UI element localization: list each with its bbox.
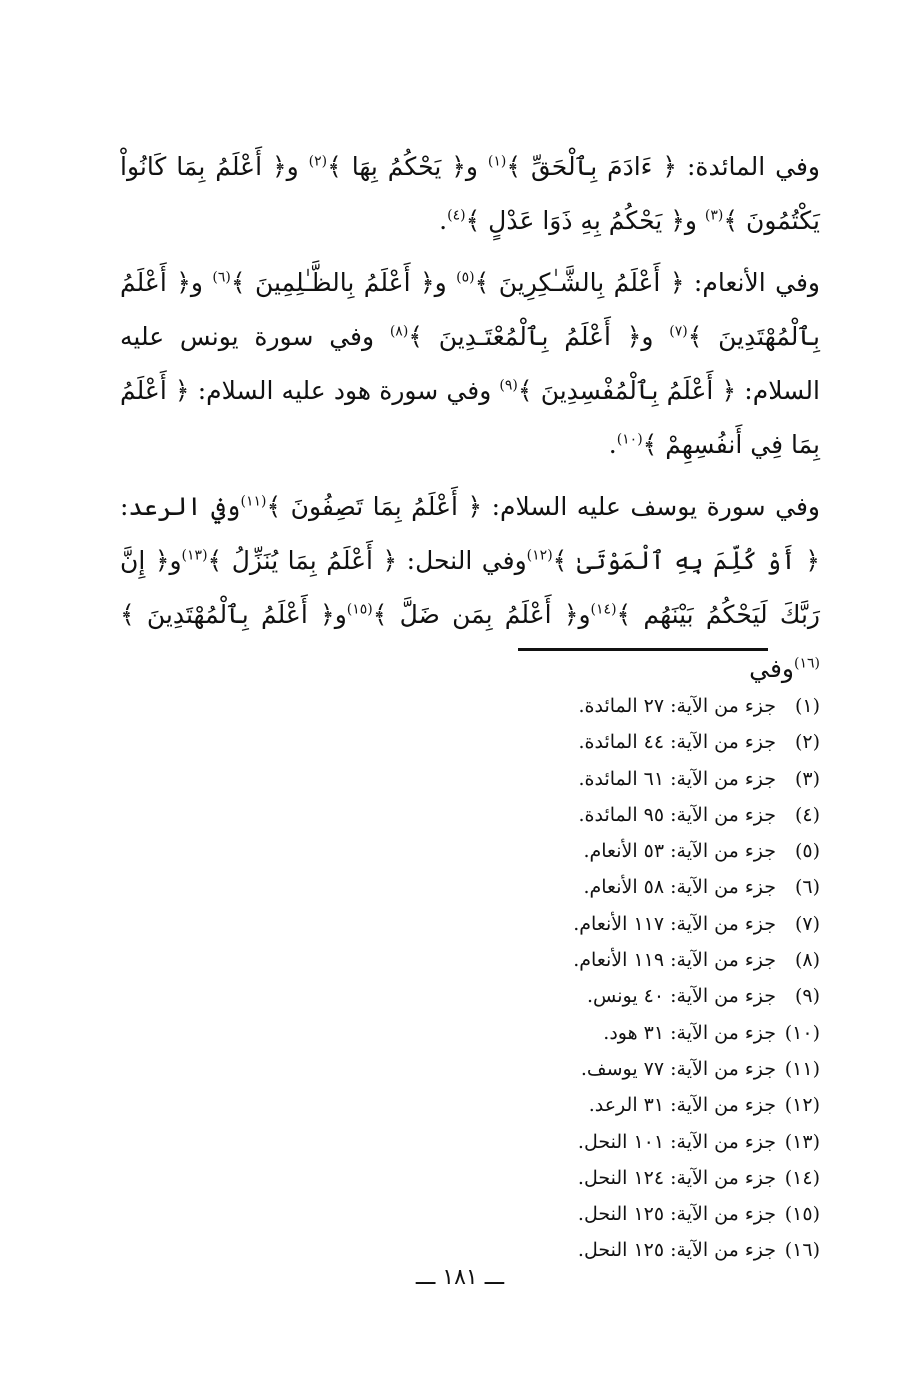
footnote-item xyxy=(430,1087,820,1123)
footnote-text: جزء من الآية: ٣١ هود. xyxy=(603,1021,776,1044)
paragraph-text: و﴿ يَحْكُمُ بِهِ ذَوَا عَدْلٍ ﴾ xyxy=(465,206,705,235)
footnote-ref[interactable]: (١٥) xyxy=(346,601,373,618)
paragraph-text: و﴿ أَعْلَمُ بِالظَّـٰلِمِينَ ﴾ xyxy=(230,268,457,297)
footnote-text: جزء من الآية: ٩٥ المائدة. xyxy=(578,803,776,826)
paragraph-text: و﴿ أَعْلَمُ بِٱلْمُهْتَدِينَ ﴾ xyxy=(120,268,820,351)
footnote-ref[interactable]: (٨) xyxy=(389,323,409,340)
footnote-separator xyxy=(518,648,768,651)
footnote-number: (٧) xyxy=(794,912,820,935)
paragraph-text: وفي سورة يوسف عليه السلام: ﴿ أَعْلَمُ بِمَا تَصِفُونَ ﴾ xyxy=(266,492,820,521)
paragraph-text: و﴿ إِنَّ رَبَّكَ لَيَحْكُمُ بَيْنَهُم ﴾ xyxy=(120,546,820,629)
footnote-text: جزء من الآية: ٦١ المائدة. xyxy=(578,767,776,790)
footnote-ref[interactable]: (٦) xyxy=(212,269,231,286)
footnote-ref[interactable]: (١٠) xyxy=(616,431,643,448)
footnote-text: جزء من الآية: ٤٠ يونس. xyxy=(586,985,776,1008)
footnote-number: (١٣) xyxy=(784,1130,820,1153)
footnote-text: جزء من الآية: ٣١ الرعد. xyxy=(588,1094,776,1117)
footnote-item xyxy=(430,1160,820,1196)
paragraph-text: و﴿ أَعْلَمُ بِٱلْمُهْتَدِينَ ﴾ xyxy=(120,600,347,629)
footnote-item xyxy=(430,906,820,942)
footnote-ref[interactable]: (١٦) xyxy=(794,655,820,672)
footnote-ref[interactable]: (١) xyxy=(487,153,507,170)
paragraph-text: وفي الرعد: ﴿ أَوْ كُلِّمَ بِهِ ٱلْمَوْتَىٰ ﴾ xyxy=(120,492,820,575)
footnote-text: جزء من الآية: ١١٧ الأنعام. xyxy=(573,912,776,935)
footnote-number: (١) xyxy=(794,695,820,717)
footnote-text: جزء من الآية: ١٠١ النحل. xyxy=(577,1130,776,1153)
footnote-text: جزء من الآية: ٢٧ المائدة. xyxy=(578,695,776,717)
paragraph-text: . xyxy=(608,430,617,459)
footnote-ref[interactable]: (٧) xyxy=(669,323,688,340)
footnote-number: (١٦) xyxy=(784,1239,820,1262)
paragraph-text: . xyxy=(439,206,448,235)
footnote-number: (٦) xyxy=(794,876,820,899)
footnote-text: جزء من الآية: ١٢٥ النحل. xyxy=(577,1203,776,1226)
footnote-item xyxy=(430,833,820,869)
footnote-number: (٤) xyxy=(794,803,820,826)
footnote-number: (٢) xyxy=(794,731,820,754)
paragraph-text: و﴿ أَعْلَمُ بِمَا كَانُواْ يَكْتُمُونَ ﴾ xyxy=(120,152,820,235)
paragraph-text: وفي xyxy=(749,654,795,683)
footnote-number: (٨) xyxy=(794,949,820,972)
footnote-ref[interactable]: (١٢) xyxy=(526,547,553,564)
footnote-item xyxy=(430,978,820,1014)
footnote-number: (١٠) xyxy=(784,1021,820,1044)
footnote-ref[interactable]: (٥) xyxy=(456,269,475,286)
paragraph-text: و﴿ أَعْلَمُ بِمَن ضَلَّ ﴾ xyxy=(372,600,591,629)
footnote-number: (١٥) xyxy=(784,1203,820,1226)
paragraph-text: و﴿ أَعْلَمُ بِٱلْمُعْتَـدِينَ ﴾ xyxy=(408,322,670,351)
footnote-text: جزء من الآية: ٧٧ يوسف. xyxy=(580,1057,776,1080)
paragraph-text: وفي سورة يونس عليه السلام: ﴿ أَعْلَمُ بِٱلْمُفْسِدِينَ ﴾ xyxy=(120,322,820,405)
footnote-ref[interactable]: (٢) xyxy=(308,153,328,170)
footnote-text: جزء من الآية: ١١٩ الأنعام. xyxy=(573,949,776,972)
footnote-ref[interactable]: (١١) xyxy=(240,493,267,510)
footnote-text: جزء من الآية: ١٢٤ النحل. xyxy=(577,1166,776,1189)
footnote-item xyxy=(430,724,820,760)
paragraph-anam xyxy=(120,256,820,472)
footnote-text: جزء من الآية: ٥٨ الأنعام. xyxy=(583,876,776,899)
footnote-number: (٥) xyxy=(794,840,820,863)
footnote-ref[interactable]: (٩) xyxy=(499,377,518,394)
footnote-item xyxy=(430,1196,820,1232)
footnote-item xyxy=(430,761,820,797)
footnote-item xyxy=(430,1051,820,1087)
paragraph-maidah xyxy=(120,140,820,248)
footnote-item xyxy=(430,1015,820,1051)
footnote-ref[interactable]: (١٣) xyxy=(181,547,208,564)
footnote-ref[interactable]: (٣) xyxy=(704,207,724,224)
footnote-item xyxy=(430,1124,820,1160)
footnote-ref[interactable]: (١٤) xyxy=(590,601,617,618)
page-number: ـــ ١٨١ ـــ xyxy=(415,1265,505,1290)
paragraph-text: وفي المائدة: ﴿ ءَادَمَ بِٱلْحَقِّ ﴾ xyxy=(506,152,820,181)
footnote-text: جزء من الآية: ١٢٥ النحل. xyxy=(577,1239,776,1262)
footnote-item xyxy=(430,869,820,905)
footnote-item xyxy=(430,688,820,724)
footnote-number: (٣) xyxy=(794,767,820,790)
body-text xyxy=(120,140,820,704)
footnote-number: (١٤) xyxy=(784,1166,820,1189)
footnote-number: (١١) xyxy=(784,1057,820,1080)
paragraph-text: وفي سورة هود عليه السلام: ﴿ أَعْلَمُ بِمَا فِي أَنفُسِهِمْ ﴾ xyxy=(120,376,820,459)
paragraph-text: وفي الأنعام: ﴿ أَعْلَمُ بِالشَّـٰكِرِينَ ﴾ xyxy=(474,268,820,297)
paragraph-text: وفي النحل: ﴿ أَعْلَمُ بِمَا يُنَزِّلُ ﴾ xyxy=(207,546,527,575)
paragraph-text: و﴿ يَحْكُمُ بِهَا ﴾ xyxy=(327,152,488,181)
footnote-number: (٩) xyxy=(794,985,820,1008)
footnotes-list xyxy=(430,688,820,1269)
paragraph-yusuf xyxy=(120,480,820,696)
footnote-item xyxy=(430,797,820,833)
footnote-number: (١٢) xyxy=(784,1094,820,1117)
footnote-ref[interactable]: (٤) xyxy=(447,207,466,224)
footnote-text: جزء من الآية: ٥٣ الأنعام. xyxy=(583,840,776,863)
footnote-item xyxy=(430,942,820,978)
footnote-text: جزء من الآية: ٤٤ المائدة. xyxy=(578,731,776,754)
